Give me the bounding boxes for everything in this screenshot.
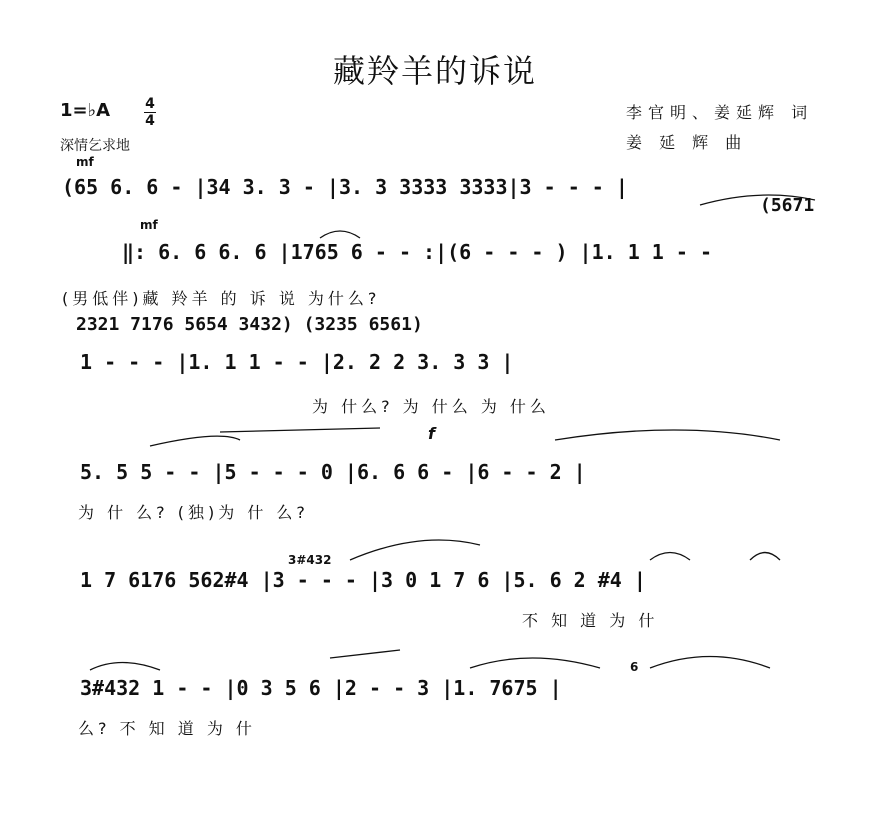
slur — [470, 658, 600, 668]
lyrics-line: 为 什么? 为 什么 为 什么 — [312, 397, 550, 416]
slur — [150, 436, 240, 446]
lyrics-line: (男低伴)藏 羚羊 的 诉 说 为什么? — [62, 289, 381, 308]
dynamic-line — [220, 428, 380, 432]
meter-bottom: 4 — [145, 113, 155, 129]
song-title: 藏羚羊的诉说 — [332, 52, 537, 90]
slur — [90, 663, 160, 671]
lyricist-credit: 李官明、姜延辉 词 — [626, 103, 814, 122]
slur — [350, 540, 480, 560]
score-row: (65 6. 6 - |34 3. 3 - |3. 3 3333 3333|3 - - - | — [62, 175, 628, 199]
score-annotation: 2321 7176 5654 3432) (3235 6561) — [76, 314, 423, 335]
slur — [650, 657, 770, 669]
slur — [750, 553, 780, 561]
score-row: 1 - - - |1. 1 1 - - |2. 2 2 3. 3 3 | — [80, 350, 514, 374]
dynamic-mark: mf — [76, 155, 94, 169]
composer-credit: 姜 延 辉 曲 — [626, 133, 748, 152]
lyrics-line: 为 什 么? (独)为 什 么? — [78, 503, 309, 522]
dynamic-line — [330, 650, 400, 658]
tempo-marking: 深情乞求地 — [60, 138, 130, 154]
lyrics-line: 不 知 道 为 什 — [522, 611, 659, 630]
slur — [555, 430, 780, 440]
score-row: 3#432 1 - - |0 3 5 6 |2 - - 3 |1. 7675 | — [80, 676, 562, 700]
lyrics-line: 么? 不 知 道 为 什 — [78, 719, 256, 738]
meter-change: 6 — [630, 660, 639, 674]
slur — [700, 195, 815, 205]
dynamic-mark: f — [428, 424, 435, 443]
meter-top: 4 — [145, 96, 155, 112]
grace-notes: 3#432 — [288, 553, 332, 567]
slur — [320, 231, 360, 238]
score-row: ‖: 6. 6 6. 6 |1765 6 - - :|(6 - - - ) |1. 1 1 - - — [122, 240, 713, 264]
score-annotation: (5671 — [760, 195, 815, 216]
slur — [650, 553, 690, 561]
score-row: 1 7 6176 562#4 |3 - - - |3 0 1 7 6 |5. 6 2 #4 | — [80, 568, 646, 592]
dynamic-mark: mf — [140, 218, 158, 232]
key-signature: 1=♭A — [60, 100, 111, 121]
score-row: 5. 5 5 - - |5 - - - 0 |6. 6 6 - |6 - - 2 | — [80, 460, 586, 484]
